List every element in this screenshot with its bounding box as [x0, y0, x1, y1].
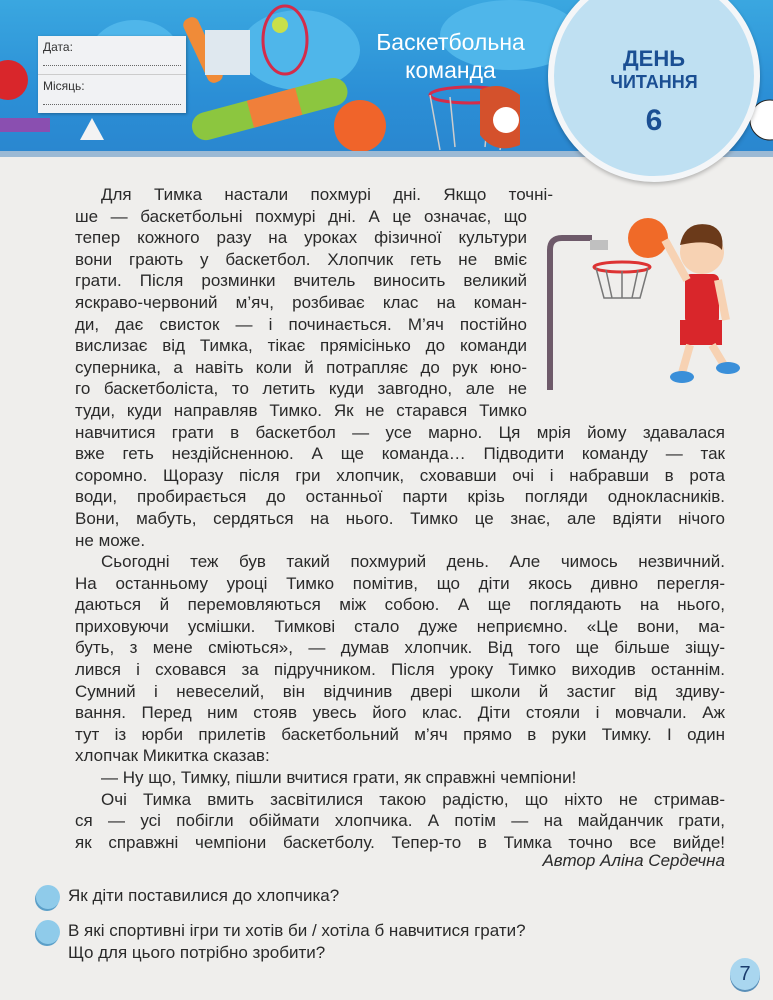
day-number: 6 [645, 104, 663, 137]
question-2 [68, 920, 526, 964]
month-label: Місяць: [43, 79, 85, 93]
story-line: хлопчак Микитка сказав: [75, 746, 270, 766]
story-line: На останньому уроці Тимко помітив, що діти якось дивно перегля- [75, 573, 725, 593]
story-line: соромно. Щоразу після гри хлопчик, сховавши очі і набравши в рота [75, 465, 725, 485]
story-line: ше — баскетбольні похмурі дні. А це означає, що [75, 206, 527, 226]
story-line: даються й перемовляються між собою. А ще поглядають на нього, [75, 595, 725, 615]
story-line: вислизає від Тимка, тікає прямісінько до команди [75, 336, 527, 356]
day-label: ДЕНЬ [622, 46, 686, 71]
date-field[interactable] [43, 65, 181, 66]
story-line: не може. [75, 530, 146, 550]
story-line: ся — усі побігли обіймати хлопчика. А потім — на майданчик грати, [75, 811, 725, 831]
question-bullet-icon [36, 920, 60, 944]
story-line: приховуючи усмішки. Тимкові стало дуже неприємно. «Це вони, ма- [75, 616, 725, 636]
story-line: навчитися грати в баскетбол — усе марно. Ця мрія йому здавалася [75, 422, 725, 442]
story-line: Вони, мабуть, сердяться на нього. Тимко це знає, але вдіяти нічого [75, 508, 725, 528]
story-text [75, 184, 725, 853]
date-label: Дата: [43, 40, 73, 54]
date-box [38, 36, 186, 113]
title-line-1: Баскетбольна [376, 29, 525, 55]
story-line: вання. Перед ним стояв увесь його клас. Діти стояли і мовчали. Аж [75, 703, 725, 723]
reading-label: ЧИТАННЯ [610, 72, 698, 92]
story-line: го баскетболіста, то летить куди завгодно, але не [75, 379, 527, 399]
story-line: як справжні чемпіони баскетболу. Тепер-то в Тимка точно все вийде! [75, 832, 725, 852]
story-line: яскраво-червоний м’яч, розбиває клас на коман- [75, 292, 527, 312]
story-line: Сьогодні теж був такий похмурий день. Але чимось незвичний. [101, 552, 725, 572]
story-line: Очі Тимка вмить засвітилися такою радістю, що ніхто не стримав- [101, 789, 725, 809]
story-line: вже геть нездійсненною. А ще команда… Підводити команду — так [75, 444, 725, 464]
page-title [358, 28, 543, 84]
question-2-line-2: Що для цього потрібно зробити? [68, 943, 326, 962]
story-line: буть, з мене сміються», — думав хлопчик. Від того ще більше зіщу- [75, 638, 725, 658]
title-line-2: команда [405, 57, 496, 83]
question-1: Як діти поставилися до хлопчика? [68, 886, 340, 905]
story-line: тут із юрби прилетів баскетбольний м’яч прямо в руки Тимку. І один [75, 724, 725, 744]
story-line: туди, куди направляв Тимко. Як не старався Тимко [75, 400, 527, 420]
story-line: лився і сховався за підручником. Після уроку Тимко виходив останнім. [75, 660, 725, 680]
story-line: суперника, а навіть коли й потрапляє до рук юно- [75, 357, 527, 377]
story-author: Автор Аліна Сердечна [542, 851, 725, 870]
story-line: — Ну що, Тимку, пішли вчитися грати, як справжні чемпіони! [101, 768, 577, 788]
story-line: Сумний і невеселий, він відчинив двері школи й застиг від здиву- [75, 681, 725, 701]
question-2-line-1: В які спортивні ігри ти хотів би / хотіла б навчитися грати? [68, 921, 526, 940]
page-number: 7 [730, 958, 760, 990]
story-line: Для Тимка настали похмурі дні. Якщо точні- [101, 185, 553, 204]
month-field[interactable] [43, 104, 181, 105]
story-line: вони грають у баскетбол. Хлопчик геть не вміє [75, 249, 527, 269]
story-line: тепер кожного разу на уроках фізичної культури [75, 228, 527, 248]
story-line: води, пробирається до останньої парти крізь погляди однокласників. [75, 487, 725, 507]
story-line: ди, дає свисток — і починається. М’яч постійно [75, 314, 527, 334]
question-bullet-icon [36, 885, 60, 909]
story-line: грати. Після розминки вчитель виносить великий [75, 271, 527, 291]
